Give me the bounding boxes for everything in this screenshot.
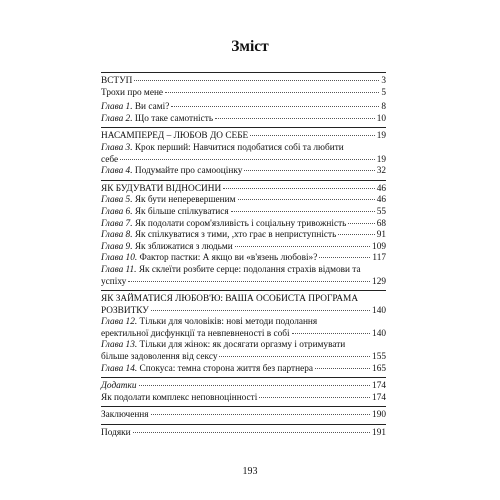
chapter-prefix: Глава 3. — [101, 142, 133, 153]
entry-page: 140 — [372, 328, 386, 339]
chapter-prefix: Глава 12. — [101, 317, 138, 328]
divider — [101, 290, 386, 291]
entry-page: 91 — [376, 230, 386, 241]
dot-leader — [151, 414, 370, 415]
entry-title: НАСАМПЕРЕД – ЛЮБОВ ДО СЕБЕ — [101, 131, 249, 142]
entry-title — [101, 207, 229, 219]
entry-title-line: успіху — [101, 276, 127, 287]
toc-entry-chapter-5[interactable] — [101, 195, 386, 207]
entry-page: 174 — [372, 392, 386, 403]
chapter-title: Як зближатися з людьми — [132, 241, 233, 252]
chapter-prefix: Глава 13. — [101, 340, 138, 351]
chapter-title: Тільки для жінок: як досягати оргазму і отримувати — [137, 340, 346, 351]
toc-entry-acknowledgements[interactable] — [101, 428, 386, 440]
divider — [101, 406, 386, 407]
dot-leader — [231, 211, 375, 212]
entry-title-line: себе — [101, 154, 119, 165]
dot-leader — [165, 92, 379, 93]
chapter-prefix: Глава 8. — [101, 230, 133, 241]
chapter-title: Ви самі? — [132, 102, 170, 113]
entry-title — [101, 102, 169, 114]
entry-title: Подяки — [101, 428, 131, 439]
toc-entry-chapter-4[interactable] — [101, 166, 386, 178]
entry-title-line: РОЗВИТКУ — [101, 305, 149, 316]
entry-page: 46 — [376, 195, 386, 206]
chapter-prefix: Глава 1. — [101, 102, 133, 113]
dot-leader — [315, 368, 370, 369]
entry-page: 68 — [376, 218, 386, 229]
divider — [101, 377, 386, 378]
entry-title: ЯК БУДУВАТИ ВІДНОСИНИ — [101, 183, 222, 194]
toc-entry-inferiority[interactable] — [101, 393, 386, 405]
dot-leader — [235, 246, 370, 247]
entry-page: 8 — [381, 102, 386, 113]
chapter-title: Подумайте про самооцінку — [132, 166, 243, 177]
dot-leader — [171, 106, 379, 107]
divider — [101, 72, 386, 73]
entry-title-line: більше задоволення від сексу — [101, 352, 218, 363]
dot-leader — [120, 159, 375, 160]
entry-page: 191 — [372, 428, 386, 439]
chapter-title: Крок перший: Навчитися подобатися собі та любити — [132, 142, 344, 153]
chapter-title: Як спілкуватися з тими, ,хто грає в неприступність — [132, 230, 337, 241]
entry-title: ВСТУП — [101, 76, 133, 86]
toc-entry-chapter-8[interactable] — [101, 230, 386, 242]
chapter-title: Фактор пастки: А якщо ви «в'язень любові»? — [137, 253, 318, 264]
entry-title-line — [101, 265, 386, 277]
entry-page: 46 — [376, 183, 386, 194]
entry-page: 5 — [381, 87, 386, 98]
divider — [101, 127, 386, 128]
chapter-title: Як бути неперевершеним — [132, 195, 236, 206]
entry-title — [101, 219, 346, 231]
entry-title-line — [101, 317, 386, 329]
toc-entry-chapter-3[interactable] — [101, 143, 386, 166]
chapter-prefix: Глава 5. — [101, 195, 133, 206]
chapter-prefix: Глава 7. — [101, 218, 133, 229]
entry-page: 129 — [372, 276, 386, 287]
dot-leader — [319, 257, 370, 258]
entry-title: Як подолати комплекс неповноцінності — [101, 392, 258, 403]
entry-title: Додатки — [101, 381, 137, 392]
toc-entry-part-love-program[interactable] — [101, 294, 386, 317]
dot-leader — [134, 80, 379, 81]
entry-page: 32 — [376, 166, 386, 177]
dot-leader — [139, 385, 371, 386]
chapter-prefix: Глава 9. — [101, 241, 133, 252]
entry-page: 3 — [381, 76, 386, 86]
entry-title-line: еректильної дисфункції та невпевненості в собі — [101, 328, 290, 339]
toc-entry-chapter-10[interactable] — [101, 253, 386, 265]
entry-page: 117 — [372, 253, 386, 264]
chapter-prefix: Глава 11. — [101, 264, 137, 275]
dot-leader — [244, 170, 374, 171]
chapter-title: Спокуса: темна сторона життя без партнера — [137, 363, 313, 374]
dot-leader — [348, 223, 374, 224]
dot-leader — [259, 397, 370, 398]
chapter-prefix: Глава 4. — [101, 166, 133, 177]
chapter-title: Як подолати сором'язливість і соціальну тривожність — [132, 218, 347, 229]
entry-title-line: ЯК ЗАЙМАТИСЯ ЛЮБОВ'Ю: ВАША ОСОБИСТА ПРОГРАМА — [101, 294, 359, 305]
dot-leader — [238, 199, 375, 200]
toc-entry-chapter-12[interactable] — [101, 317, 386, 340]
toc-entry-chapter-11[interactable] — [101, 265, 386, 288]
dot-leader — [151, 310, 370, 311]
dot-leader — [250, 135, 374, 136]
toc-entry-chapter-13[interactable] — [101, 340, 386, 363]
entry-page: 190 — [372, 410, 386, 421]
entry-page: 165 — [372, 363, 386, 374]
toc-entry-part-relationships[interactable] — [101, 184, 386, 196]
entry-title — [101, 230, 336, 242]
toc-entry-chapter-6[interactable] — [101, 207, 386, 219]
entry-title-line — [101, 143, 386, 155]
dot-leader — [128, 281, 370, 282]
entry-title: Трохи про мене — [101, 87, 164, 98]
divider — [101, 424, 386, 425]
toc-entry-chapter-7[interactable] — [101, 219, 386, 231]
toc-entry-chapter-2[interactable] — [101, 114, 386, 126]
toc-entry-chapter-1[interactable] — [101, 102, 386, 114]
entry-page: 19 — [376, 154, 386, 165]
entry-page: 19 — [376, 131, 386, 142]
chapter-title: Тільки для чоловіків: нові методи подолання — [137, 317, 318, 328]
entry-title — [101, 166, 242, 178]
entry-title — [101, 253, 317, 265]
entry-page: 155 — [372, 352, 386, 363]
entry-title — [101, 364, 313, 376]
entry-title — [101, 195, 236, 207]
toc-entry-chapter-14[interactable] — [101, 364, 386, 376]
chapter-title: Як склеїти розбите серце: подолання страхів відмови та — [136, 264, 361, 275]
table-of-contents — [101, 70, 386, 440]
entry-page: 109 — [372, 241, 386, 252]
dot-leader — [133, 432, 370, 433]
chapter-title: Як більше спілкуватися — [132, 206, 229, 217]
toc-entry-appendix[interactable] — [101, 381, 386, 393]
chapter-prefix: Глава 14. — [101, 363, 138, 374]
page-title: Зміст — [231, 38, 269, 55]
dot-leader — [292, 333, 370, 334]
chapter-prefix: Глава 10. — [101, 253, 138, 264]
entry-page: 140 — [372, 305, 386, 316]
toc-entry-part-self-love[interactable] — [101, 131, 386, 143]
toc-entry-intro[interactable] — [101, 76, 386, 88]
page-number: 193 — [242, 466, 258, 477]
entry-title — [101, 114, 213, 126]
entry-title: Заключення — [101, 410, 149, 421]
toc-entry-conclusion[interactable] — [101, 410, 386, 422]
chapter-prefix: Глава 2. — [101, 113, 133, 124]
entry-title — [101, 242, 233, 254]
dot-leader — [219, 356, 370, 357]
entry-title-line — [101, 340, 386, 352]
entry-page: 10 — [376, 113, 386, 124]
entry-page: 55 — [376, 206, 386, 217]
divider — [101, 180, 386, 181]
chapter-prefix: Глава 6. — [101, 206, 133, 217]
toc-entry-chapter-9[interactable] — [101, 242, 386, 254]
entry-page: 174 — [372, 381, 386, 392]
chapter-title: Що таке самотність — [132, 113, 214, 124]
dot-leader — [223, 188, 375, 189]
toc-entry-about-me[interactable] — [101, 88, 386, 100]
dot-leader — [215, 118, 375, 119]
dot-leader — [338, 234, 374, 235]
